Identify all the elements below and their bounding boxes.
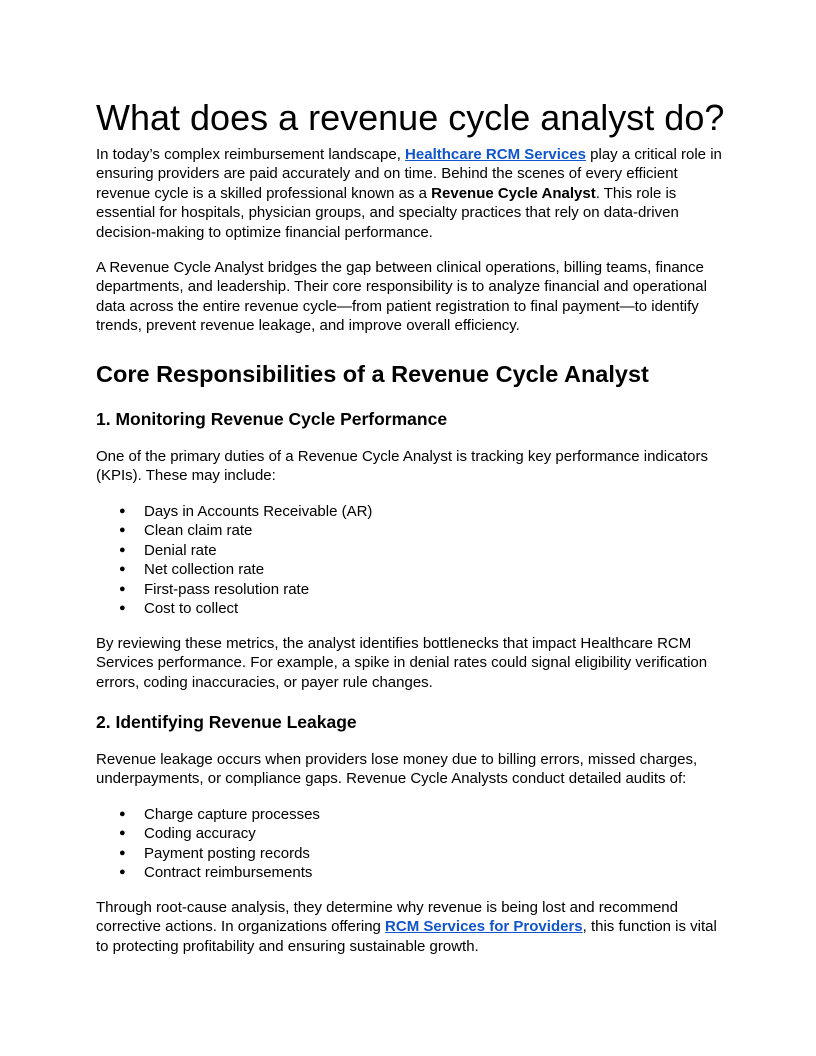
intro-p1-text-end: . This role is essential for hospitals, physician groups, and specialty practices that rely on data-driven decision-making to optimize financial performance. xyxy=(96,184,679,241)
rcm-services-for-providers-link[interactable]: RCM Services for Providers xyxy=(385,918,583,936)
list-item: ● Contract reimbursements xyxy=(96,863,724,882)
list-item: ● Cost to collect xyxy=(96,599,724,618)
healthcare-rcm-services-link[interactable]: Healthcare RCM Services xyxy=(405,146,586,163)
section-2-closing-start: Through root-cause analysis, they determine why revenue is being lost and recommend corrective actions. In organizations offering xyxy=(96,899,678,936)
list-item: ● Days in Accounts Receivable (AR) xyxy=(96,502,724,521)
section-2-closing-end: , this function is vital to protecting profitability and ensuring sustainable growth. xyxy=(96,918,717,955)
section-2-lead: Revenue leakage occurs when providers lose money due to billing errors, missed charges, underpayments, or compliance gaps. Revenue Cycle Analysts conduct detailed audits of: xyxy=(96,751,698,788)
intro-p1-bold-term: Revenue Cycle Analyst xyxy=(431,184,596,202)
list-item: ● Coding accuracy xyxy=(96,824,724,843)
list-item: ● Clean claim rate xyxy=(96,521,724,540)
page-title: What does a revenue cycle analyst do? xyxy=(96,97,725,138)
list-item: ● Payment posting records xyxy=(96,844,724,863)
list-item: ● Denial rate xyxy=(96,541,724,560)
intro-p1-text-start: In today’s complex reimbursement landscape, xyxy=(96,146,406,163)
section-1-closing: By reviewing these metrics, the analyst identifies bottlenecks that impact Healthcare RCM Services performance. For example, a spike in denial rates could signal eligibility verification errors, coding inaccuracies, or payer rule changes. xyxy=(96,635,708,691)
section-2-heading: 2. Identifying Revenue Leakage xyxy=(96,712,357,732)
list-item: ● First-pass resolution rate xyxy=(96,580,724,599)
list-item: ● Charge capture processes xyxy=(96,805,724,824)
section-2-closing xyxy=(96,898,724,956)
kpi-list xyxy=(96,502,724,618)
section-1-lead: One of the primary duties of a Revenue Cycle Analyst is tracking key performance indicators (KPIs). These may include: xyxy=(96,448,708,485)
core-responsibilities-heading: Core Responsibilities of a Revenue Cycle Analyst xyxy=(96,361,649,387)
list-item: ● Net collection rate xyxy=(96,560,724,579)
intro-p1-text-mid: play a critical role in ensuring providers are paid accurately and on time. Behind the scenes of every efficient revenue cycle is a skilled professional known as a xyxy=(96,146,722,202)
section-1-heading: 1. Monitoring Revenue Cycle Performance xyxy=(96,409,448,429)
intro-paragraph-2: A Revenue Cycle Analyst bridges the gap between clinical operations, billing teams, finance departments, and leadership. Their core responsibility is to analyze financial and operational data across the entire revenue cycle—from patient registration to final payment—to identify trends, prevent revenue leakage, and improve overall efficiency. xyxy=(96,259,707,335)
audit-list xyxy=(96,805,724,883)
intro-paragraph-1 xyxy=(96,145,724,242)
